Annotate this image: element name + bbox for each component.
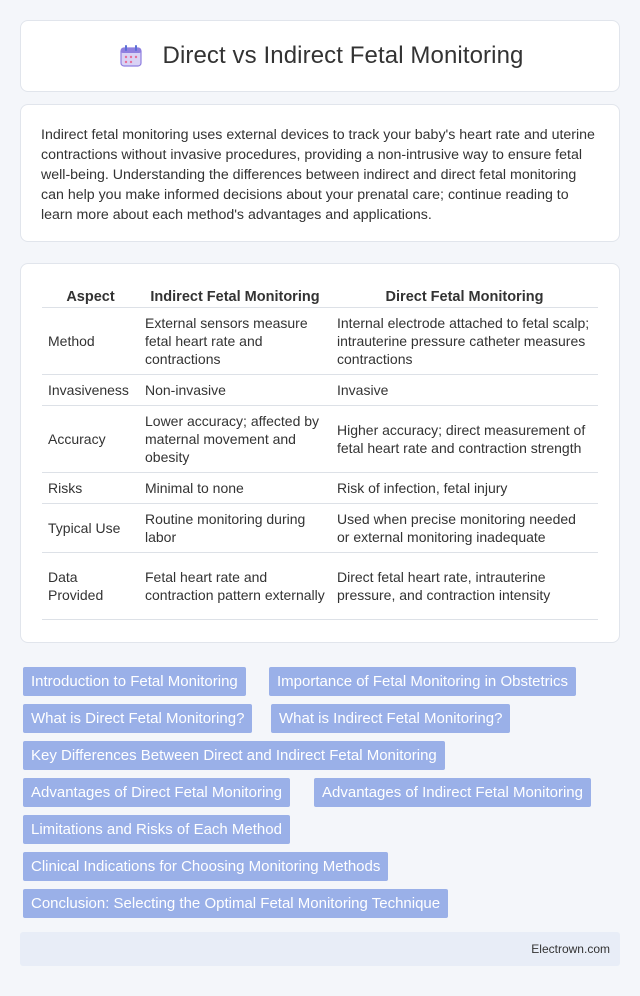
row-aspect: Method — [42, 307, 139, 374]
row-aspect: Typical Use — [42, 503, 139, 552]
row-indirect: Fetal heart rate and contraction pattern externally — [139, 552, 331, 619]
row-direct: Used when precise monitoring needed or external monitoring inadequate — [331, 503, 598, 552]
comparison-table — [42, 284, 598, 620]
tag-advantages-indirect[interactable]: Advantages of Indirect Fetal Monitoring — [314, 778, 591, 807]
row-aspect: Invasiveness — [42, 374, 139, 405]
row-direct: Higher accuracy; direct measurement of fetal heart rate and contraction strength — [331, 405, 598, 472]
intro-card — [20, 104, 620, 242]
table-row — [42, 307, 598, 374]
tag-what-is-direct[interactable]: What is Direct Fetal Monitoring? — [23, 704, 252, 733]
table-row — [42, 405, 598, 472]
row-aspect: Accuracy — [42, 405, 139, 472]
tag-conclusion[interactable]: Conclusion: Selecting the Optimal Fetal Monitoring Technique — [23, 889, 448, 918]
table-row — [42, 503, 598, 552]
row-direct: Risk of infection, fetal injury — [331, 472, 598, 503]
table-row — [42, 472, 598, 503]
tag-importance[interactable]: Importance of Fetal Monitoring in Obstetrics — [269, 667, 576, 696]
tag-what-is-indirect[interactable]: What is Indirect Fetal Monitoring? — [271, 704, 510, 733]
row-direct: Invasive — [331, 374, 598, 405]
footer — [20, 932, 620, 966]
tag-advantages-direct[interactable]: Advantages of Direct Fetal Monitoring — [23, 778, 290, 807]
comparison-table-card — [20, 263, 620, 643]
header-direct: Direct Fetal Monitoring — [331, 284, 598, 307]
row-indirect: Minimal to none — [139, 472, 331, 503]
row-indirect: Lower accuracy; affected by maternal movement and obesity — [139, 405, 331, 472]
calendar-icon — [117, 42, 145, 70]
footer-brand: Electrown.com — [531, 942, 610, 956]
tag-limitations[interactable]: Limitations and Risks of Each Method — [23, 815, 290, 844]
row-indirect: Routine monitoring during labor — [139, 503, 331, 552]
table-header-row — [42, 284, 598, 307]
tag-clinical-indications[interactable]: Clinical Indications for Choosing Monitoring Methods — [23, 852, 388, 881]
row-indirect: External sensors measure fetal heart rate and contractions — [139, 307, 331, 374]
row-direct: Internal electrode attached to fetal scalp; intrauterine pressure catheter measures contractions — [331, 307, 598, 374]
tag-key-differences[interactable]: Key Differences Between Direct and Indirect Fetal Monitoring — [23, 741, 445, 770]
row-indirect: Non-invasive — [139, 374, 331, 405]
row-aspect: Data Provided — [42, 552, 139, 619]
page-title: Direct vs Indirect Fetal Monitoring — [162, 42, 524, 69]
header-indirect: Indirect Fetal Monitoring — [139, 284, 331, 307]
intro-text: Indirect fetal monitoring uses external devices to track your baby's heart rate and uterine contractions without invasive procedures, providing a non-intrusive way to ensure fetal well-being. Understanding the differences between indirect and direct fetal monitoring can help you make informed decisions about your prenatal care; continue reading to learn more about each method's advantages and applications. — [41, 127, 595, 223]
table-row — [42, 552, 598, 619]
tag-introduction[interactable]: Introduction to Fetal Monitoring — [23, 667, 246, 696]
row-direct: Direct fetal heart rate, intrauterine pressure, and contraction intensity — [331, 552, 598, 619]
row-aspect: Risks — [42, 472, 139, 503]
header-aspect: Aspect — [42, 284, 139, 307]
table-row — [42, 374, 598, 405]
title-card — [20, 20, 620, 92]
